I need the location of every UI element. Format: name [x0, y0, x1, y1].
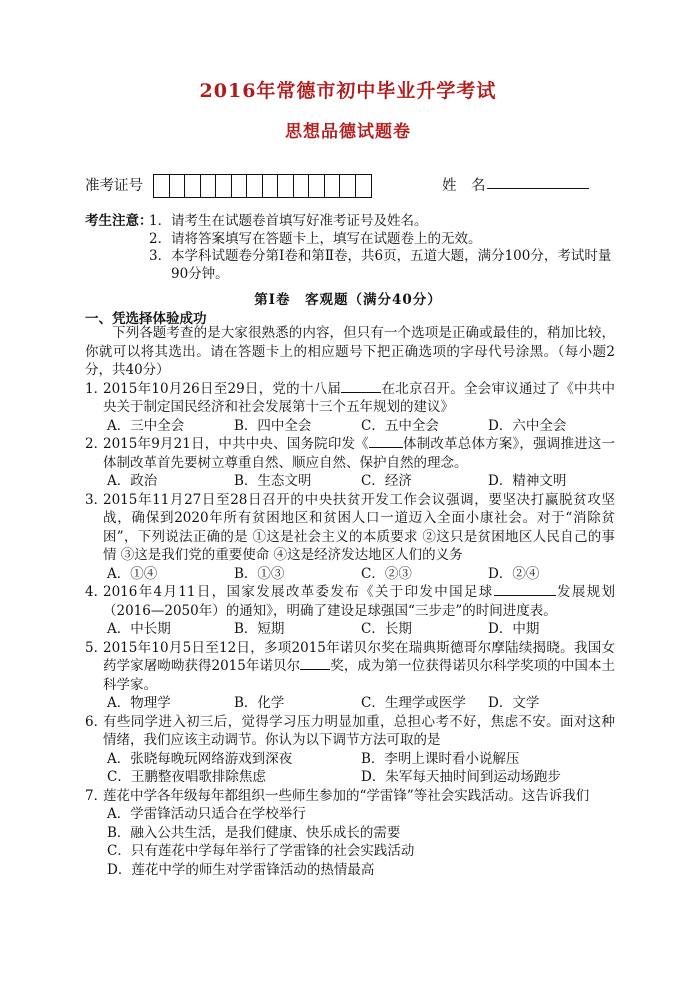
notice-item-num: 3．: [149, 248, 172, 264]
question-3: [85, 491, 615, 565]
name-underline[interactable]: [487, 188, 589, 189]
options-row: [85, 472, 615, 491]
option-b[interactable]: B．四中全会: [234, 417, 312, 434]
option-c[interactable]: C．经济: [361, 473, 412, 489]
id-digit-box[interactable]: [263, 175, 279, 197]
option-b[interactable]: B．①③: [234, 565, 285, 582]
option-b[interactable]: B．李明上课时看小说解压: [361, 750, 520, 767]
id-digit-box[interactable]: [185, 175, 201, 197]
option-a[interactable]: A．物理学: [107, 695, 171, 711]
question-number: 6．: [85, 713, 108, 730]
notice-item-text: 本学科试题卷分第Ⅰ卷和第Ⅱ卷，共6页，五道大题，满分100分，考试时量90分钟。: [171, 248, 612, 282]
question-text: 莲花中学各年级每年都组织一些师生参加的“学雷锋”等社会实践活动。这告诉我们: [103, 787, 590, 804]
option-d[interactable]: D．中期: [488, 621, 540, 637]
question-text: 奖，成为第一位获得诺贝尔科学奖项的中国本土科学家。: [103, 658, 616, 693]
id-digit-box[interactable]: [325, 175, 341, 197]
question-text: 体制改革总体方案》，强调推进这一体制改革首先要树立尊重自然、顺应自然、保护自然的理念。: [103, 436, 616, 471]
notice-item-text: 请考生在试题卷首填写好准考证号及姓名。: [171, 213, 428, 229]
option-a[interactable]: A．政治: [107, 473, 158, 489]
option-a[interactable]: A．三中全会: [107, 417, 185, 434]
option-d[interactable]: D．文学: [488, 695, 540, 711]
notice-item-num: 1．: [149, 213, 172, 229]
id-digit-box[interactable]: [216, 175, 232, 197]
options-row: [85, 694, 615, 713]
id-digit-box[interactable]: [201, 175, 217, 197]
options-row: [85, 750, 615, 769]
notice-item: [149, 231, 615, 249]
question-2: [85, 435, 615, 472]
option-a[interactable]: A．学雷锋活动只适合在学校举行: [107, 806, 306, 822]
notice-item: [149, 213, 615, 231]
question-number: 1．: [85, 380, 108, 397]
question-7: [85, 787, 615, 806]
name-label: 姓 名: [442, 178, 486, 194]
answer-blank: [494, 583, 556, 596]
question-number: 4．: [85, 584, 108, 600]
option-c[interactable]: C．王鹏整夜唱歌排除焦虑: [107, 769, 266, 785]
id-digit-box[interactable]: [154, 175, 170, 197]
option-b[interactable]: B．生态文明: [234, 473, 312, 489]
question-text: 2015年10月5日至12日，多项2015年诺贝尔奖在瑞典斯德哥尔摩陆续揭晓。我国女药学家屠呦呦获得2015年诺贝尔: [103, 639, 615, 674]
question-number: 5．: [85, 639, 108, 656]
question-1: [85, 380, 615, 417]
id-digit-box[interactable]: [340, 175, 356, 197]
answer-blank: [300, 657, 330, 670]
option-b[interactable]: B．化学: [234, 695, 285, 711]
option-c[interactable]: C．五中全会: [361, 417, 439, 434]
options-row: [85, 768, 615, 787]
option-c[interactable]: C．②③: [361, 565, 412, 582]
option-d[interactable]: D．②④: [488, 565, 540, 582]
question-number: 2．: [85, 436, 108, 452]
option-a[interactable]: A．张晓每晚玩网络游戏到深夜: [107, 750, 293, 767]
option-c[interactable]: C．长期: [361, 621, 412, 637]
option-b[interactable]: B．短期: [234, 621, 285, 637]
part-title: 一、凭选择体验成功: [85, 311, 207, 327]
question-5: [85, 639, 615, 695]
section-intro: 下列各题考查的是大家很熟悉的内容，但只有一个选项是正确或最佳的，稍加比较，你就可以将其选出。请在答题卡上的相应题号下把正确选项的字母代号涂黑。（每小题2分，共40分）: [85, 325, 615, 378]
id-digit-box[interactable]: [278, 175, 294, 197]
questions-body: [85, 324, 615, 879]
option-c[interactable]: C．只有莲花中学每年举行了学雷锋的社会实践活动: [107, 843, 415, 859]
exam-subtitle: 思想品德试题卷: [285, 122, 411, 142]
option-d[interactable]: D．朱军每天抽时间到运动场跑步: [361, 769, 561, 785]
option-a[interactable]: A．①④: [107, 565, 158, 582]
question-text: 2016年4月11日，国家发展改革委发布《关于印发中国足球: [103, 584, 494, 600]
question-text: 在北京召开。全会审议通过了《中共中央关于制定国民经济和社会发展第十三个五年规划的建议》: [103, 380, 615, 415]
id-digit-box[interactable]: [356, 175, 372, 197]
question-text: 2015年10月26日至29日，党的十八届: [103, 380, 342, 397]
question-text: 有些同学进入初三后，觉得学习压力明显加重，总担心考不好，焦虑不安。面对这种情绪，我们应该主动调节。你认为以下调节方法可取的是: [103, 713, 615, 748]
notice-item: [149, 248, 615, 283]
option-d[interactable]: D．莲花中学的师生对学雷锋活动的热情最高: [107, 861, 375, 878]
question-number: 7．: [85, 787, 108, 804]
id-digit-box[interactable]: [294, 175, 310, 197]
option-c[interactable]: C．生理学或医学: [361, 695, 466, 711]
option-b[interactable]: B．融入公共生活，是我们健康、快乐成长的需要: [107, 824, 401, 841]
option-a[interactable]: A．中长期: [107, 621, 171, 637]
option-d[interactable]: D．精神文明: [488, 473, 567, 489]
answer-blank: [341, 380, 381, 393]
options-row: [85, 620, 615, 639]
answer-blank: [369, 435, 403, 448]
id-digit-box[interactable]: [170, 175, 186, 197]
option-d[interactable]: D．六中全会: [488, 417, 567, 434]
id-digit-box[interactable]: [309, 175, 325, 197]
options-row: [85, 417, 615, 436]
candidate-id-boxes[interactable]: [153, 174, 372, 198]
id-digit-box[interactable]: [247, 175, 263, 197]
question-text: 2015年9月21日，中共中央、国务院印发《: [103, 436, 369, 452]
question-6: [85, 713, 615, 750]
notice-item-num: 2．: [149, 230, 172, 247]
question-4: [85, 583, 615, 620]
exam-title: 2016年常德市初中毕业升学考试: [199, 80, 497, 102]
question-text: 2015年11月27日至28日召开的中央扶贫开发工作会议强调，要坚决打赢脱贫攻坚战，确保到2020年所有贫困地区和贫困人口一道迈入全面小康社会。对于“消除贫困”，下列说法正确的是 ①这是社会主义的本质要求 ②这只是贫困地区人民自己的事情 ③这是我们党的重要使命 ④这是经济发达地区人们的义务: [103, 491, 615, 563]
question-text: 发展规划（2016—2050年）的通知》，明确了建设足球强国“三步走”的时间进度表。: [103, 584, 616, 619]
section-title: 第Ⅰ卷 客观题（满分40分）: [254, 292, 442, 308]
candidate-id-label: 准考证号: [85, 178, 143, 194]
id-digit-box[interactable]: [232, 175, 248, 197]
notice-item-text: 请将答案填写在答题卡上，填写在试题卷上的无效。: [171, 230, 482, 247]
question-number: 3．: [85, 491, 108, 508]
notice-label: 考生注意：: [85, 213, 153, 229]
options-row: [85, 565, 615, 584]
